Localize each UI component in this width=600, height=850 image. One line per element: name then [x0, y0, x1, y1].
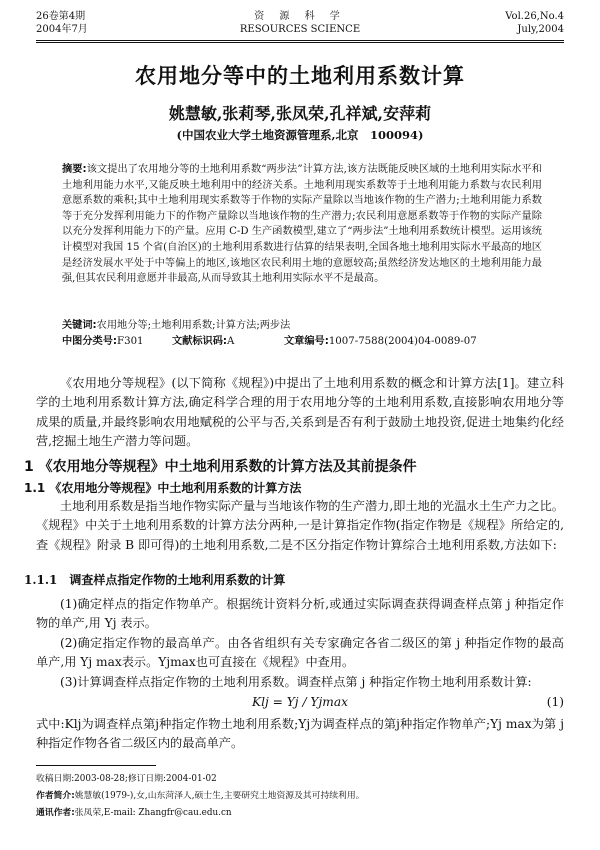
- keywords-block: [62, 318, 542, 349]
- affiliation: (中国农业大学土地资源管理系,北京 100094): [176, 128, 424, 142]
- header-issue: 26卷第4期: [36, 11, 86, 22]
- equation-1: [36, 695, 564, 713]
- article-no-label: 文章编号:: [284, 335, 329, 347]
- header-journal-cn: 资 源 科 学: [254, 11, 346, 22]
- intro-text: 《农用地分等规程》(以下简称《规程》)中提出了土地利用系数的概念和计算方法[1]。建立科学的土地利用系数计算方法,确定科学合理的用于农用地分等的土地利用系数,直接影响农用地分等成果的质量,并最终影响农用地赋税的公平与否,关系到是否有利于鼓励土地投资,促进土地集约化经营,挖掘土地生产潜力等问题。: [36, 376, 564, 449]
- author-bio-text: 姚慧敏(1979-),女,山东菏泽人,硕士生,主要研究土地资源及其可持续利用。: [74, 791, 365, 801]
- equation-formula: Klj = Yj / Yjmax: [252, 695, 348, 709]
- author-list: 姚慧敏,张莉琴,张凤荣,孔祥斌,安萍莉: [168, 104, 432, 123]
- keywords-label: 关键词:: [62, 320, 97, 331]
- classification-line: [62, 334, 542, 350]
- paper-title: 农用地分等中的土地利用系数计算: [135, 64, 465, 88]
- section-1-1-text: 土地利用系数是指当地作物实际产量与当地该作物的生产潜力,即土地的光温水土生产力之比。《规程》中关于土地利用系数的计算方法分两种,一是计算指定作物(指定作物是《规程》所给定的,查《规程》附录 B 即可得)的土地利用系数,二是不区分指定作物计算综合土地利用系数,方法如下:: [36, 499, 564, 552]
- clc-value: F301: [117, 335, 144, 347]
- section-heading-1-1-1: 1.1.1 调查样点指定作物的土地利用系数的计算: [24, 573, 286, 587]
- footnotes: [36, 771, 564, 822]
- step-3: (3)计算调查样点指定作物的土地利用系数。调查样点第 j 种指定作物土地利用系数计算:: [60, 674, 532, 689]
- step-1: (1)确定样点的指定作物单产。根据统计资料分析,或通过实际调查获得调查样点第 j 种指定作物的单产,用 Yj 表示。: [36, 597, 564, 631]
- doc-code-label: 文献标识码:: [172, 335, 228, 347]
- keywords-text: 农用地分等;土地利用系数;计算方法;两步法: [96, 320, 291, 331]
- author-bio-label: 作者简介:: [36, 791, 75, 801]
- step-2: (2)确定指定作物的最高单产。由各省组织有关专家确定各省二级区的第 j 种指定作物的最高单产,用 Yj max表示。Yjmax也可直接在《规程》中查用。: [36, 635, 564, 670]
- clc-label: 中图分类号:: [62, 335, 118, 347]
- equation-note-text: 式中:Klj为调查样点第j种指定作物土地利用系数;Yj为调查样点的第j种指定作物单产;Yj max为第 j 种指定作物各省二级区内的最高单产。: [36, 717, 564, 751]
- doc-code-value: A: [227, 335, 235, 347]
- abstract-label: 摘要:: [62, 164, 87, 175]
- intro-paragraph: [36, 374, 564, 452]
- article-no-value: 1007-7588(2004)04-0089-07: [328, 335, 477, 347]
- header-center: [36, 10, 564, 36]
- corresponding-label: 通讯作者:: [36, 808, 75, 818]
- header-journal-en: RESOURCES SCIENCE: [239, 24, 361, 35]
- steps-block: [36, 595, 564, 692]
- header-rule: [36, 40, 564, 41]
- section-heading-1-1: 1.1 《农用地分等规程》中土地利用系数的计算方法: [24, 481, 302, 495]
- running-header: [36, 10, 564, 40]
- section-1-1-paragraph: [36, 497, 564, 555]
- header-date-en: July,2004: [517, 24, 564, 35]
- equation-note: [36, 715, 564, 754]
- header-volume: Vol.26,No.4: [505, 11, 564, 22]
- section-heading-1: 1 《农用地分等规程》中土地利用系数的计算方法及其前提条件: [24, 459, 417, 475]
- footnote-rule: [36, 765, 156, 766]
- corresponding-text: 张凤荣,E-mail: Zhangfr@cau.edu.cn: [74, 808, 232, 818]
- header-date: 2004年7月: [36, 24, 88, 35]
- abstract-text: 该文提出了农用地分等的土地利用系数“两步法”计算方法,该方法既能反映区域的土地利用实际水平和土地利用能力水平,又能反映土地利用中的经济关系。土地利用现实系数等于土地利用能力系数与农民利用意愿系数的乘积;其中土地利用现实系数等于作物的实际产量除以当地该作物的生产潜力;土地利用能力系数等于充分发挥利用能力下的作物产量除以当地该作物的生产潜力;农民利用意愿系数等于作物的实际产量除以充分发挥利用能力下的产量。应用 C-D 生产函数模型,建立了“两步法”土地利用系数统计模型。运用该统计模型对我国 15 个省(自治区)的土地利用系数进行估算的结果表明,全国各地土地利用实际水平最高的地区是经济发展水平处于中等偏上的地区,该地区农民利用土地的意愿较高;虽然经济发达地区的土地利用能力最强,但其农民利用意愿并非最高,从而导致其土地利用实际水平不是最高。: [62, 164, 542, 285]
- abstract: [62, 162, 542, 287]
- header-rule-thin: [36, 42, 564, 43]
- header-right: [505, 10, 564, 36]
- received-date: 收稿日期:2003-08-28;修订日期:2004-01-02: [36, 774, 217, 784]
- equation-number: (1): [546, 695, 564, 709]
